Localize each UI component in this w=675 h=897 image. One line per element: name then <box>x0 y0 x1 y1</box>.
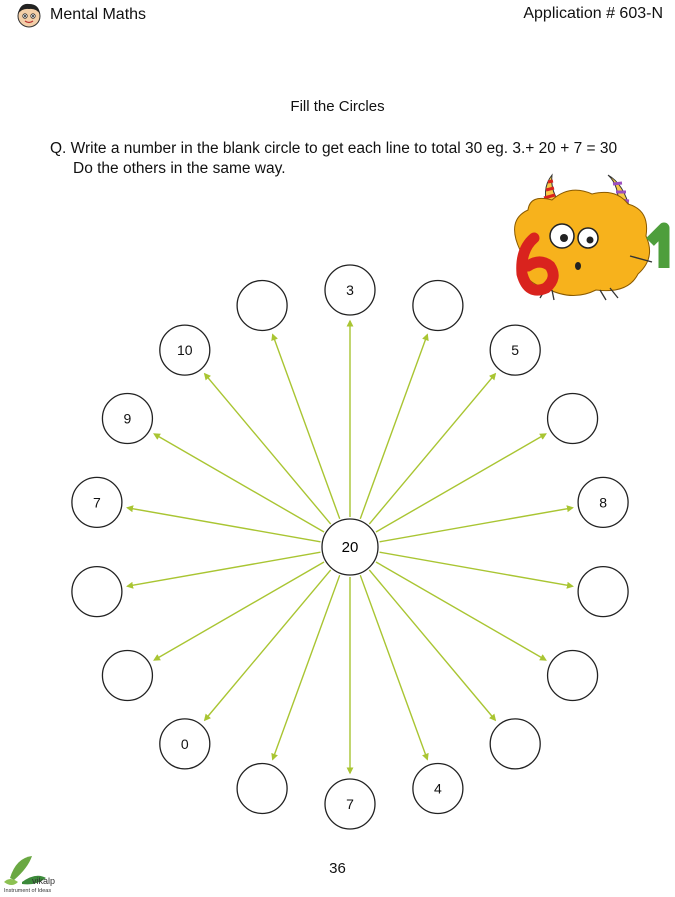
blank-circle-ring <box>237 764 287 814</box>
blank-circle[interactable] <box>237 764 287 814</box>
blank-circle-ring <box>102 651 152 701</box>
number-circle-number: 10 <box>177 342 193 359</box>
blank-circle[interactable] <box>578 567 628 617</box>
blank-circle-ring <box>548 651 598 701</box>
blank-circle-ring <box>237 280 287 330</box>
spoke-arrow-2-inner <box>205 570 331 720</box>
logo-name: vikalp <box>32 876 56 886</box>
blank-circle[interactable] <box>548 394 598 444</box>
logo-tagline: Instrument of Ideas <box>4 888 52 894</box>
number-circle-number: 9 <box>123 410 132 427</box>
blank-circle-ring <box>72 567 122 617</box>
spoke-arrow-8-outer <box>360 575 427 759</box>
number-circle <box>160 719 210 769</box>
question-line-1: Q. Write a number in the blank circle to get each line to total 30 eg. 3.+ 20 + 7 = 30 <box>50 140 618 157</box>
number-circle-number: 0 <box>180 735 189 752</box>
question-line-2: Do the others in the same way. <box>73 160 286 177</box>
spoke-arrow-1-inner <box>273 575 340 759</box>
page-heading: Fill the Circles <box>290 98 385 115</box>
number-circle-number: 7 <box>93 494 101 511</box>
center-circle <box>322 519 378 575</box>
application-number: Application # 603-N <box>523 5 663 22</box>
number-circle-number: 3 <box>346 282 354 298</box>
number-circle <box>72 477 122 527</box>
blank-circle-ring <box>490 719 540 769</box>
blank-circle-ring <box>578 567 628 617</box>
spoke-arrow-8-inner <box>273 335 340 519</box>
center-number: 20 <box>341 539 359 556</box>
number-circle <box>490 325 540 375</box>
spoke-arrow-7-inner <box>205 374 331 524</box>
blank-circle-ring <box>548 394 598 444</box>
page-number: 36 <box>329 860 346 877</box>
blank-circle[interactable] <box>548 651 598 701</box>
number-circle <box>325 265 375 315</box>
number-circle-number: 7 <box>346 796 354 812</box>
number-circle-number: 8 <box>599 494 607 511</box>
book-title: Mental Maths <box>50 6 147 23</box>
number-circle <box>578 477 628 527</box>
spoke-arrow-1-outer <box>360 335 427 519</box>
number-circle <box>160 325 210 375</box>
blank-circle[interactable] <box>237 280 287 330</box>
blank-circle[interactable] <box>102 651 152 701</box>
blank-circle[interactable] <box>72 567 122 617</box>
number-circle-number: 5 <box>511 342 520 359</box>
blank-circle-ring <box>413 280 463 330</box>
spoke-arrow-2-outer <box>369 374 495 524</box>
number-circle <box>325 779 375 829</box>
spoke-arrow-7-outer <box>369 570 495 720</box>
number-circle-number: 4 <box>434 780 442 797</box>
number-circle <box>102 394 152 444</box>
blank-circle[interactable] <box>413 280 463 330</box>
blank-circle[interactable] <box>490 719 540 769</box>
number-circle <box>413 764 463 814</box>
